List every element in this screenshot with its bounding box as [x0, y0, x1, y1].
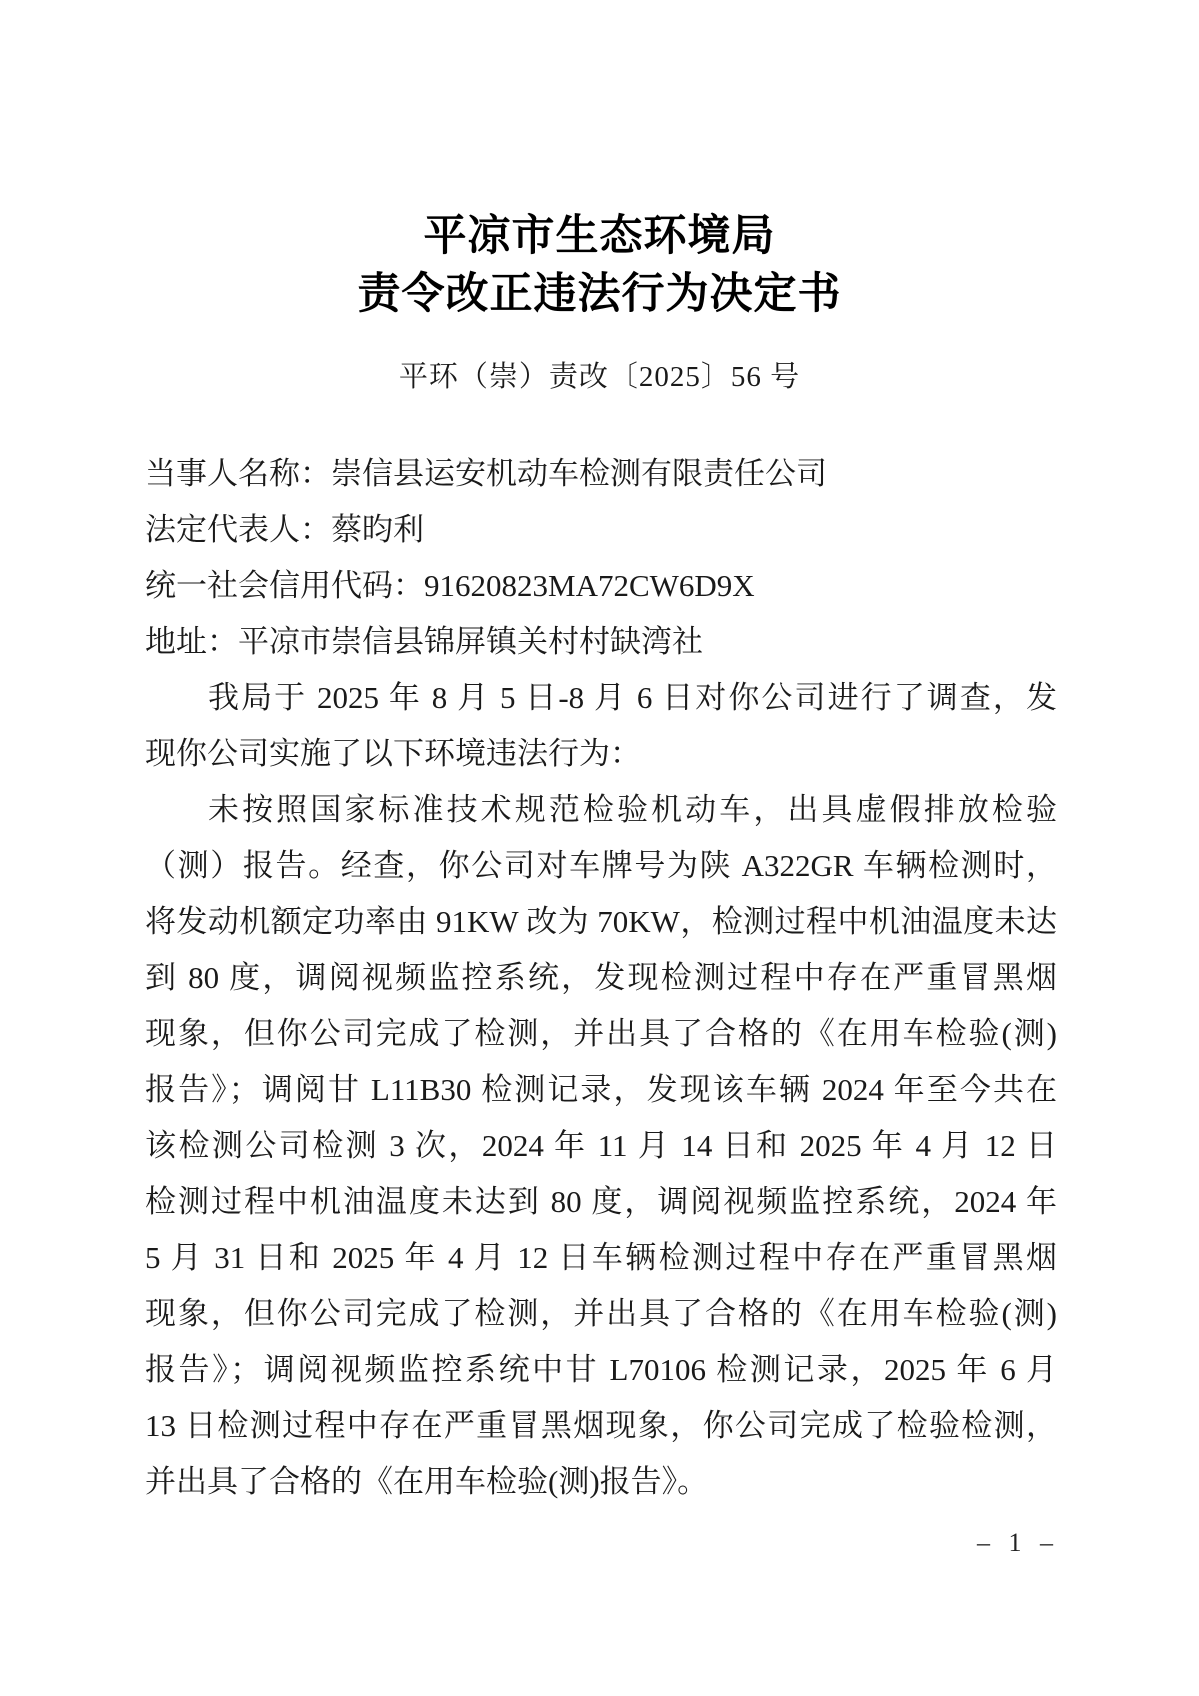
body-line: 我局于 2025 年 8 月 5 日-8 月 6 日对你公司进行了调查，发 — [208, 680, 1057, 715]
body-line: 统一社会信用代码：91620823MA72CW6D9X — [145, 568, 755, 603]
body-line: 5 月 31 日和 2025 年 4 月 12 日车辆检测过程中存在严重冒黑烟 — [145, 1240, 1057, 1275]
body-line: 地址：平凉市崇信县锦屏镇关村村缺湾社 — [145, 624, 703, 659]
body-line: 将发动机额定功率由 91KW 改为 70KW，检测过程中机油温度未达 — [145, 904, 1057, 939]
document-number: 平环（崇）责改〔2025〕56 号 — [398, 361, 801, 393]
body-line: 现你公司实施了以下环境违法行为： — [145, 736, 641, 771]
body-line: （测）报告。经查，你公司对车牌号为陕 A322GR 车辆检测时， — [145, 848, 1057, 883]
body-line: 并出具了合格的《在用车检验(测)报告》。 — [145, 1464, 709, 1499]
body-line: 法定代表人：蔡昀利 — [145, 512, 424, 547]
body-line: 13 日检测过程中存在严重冒黑烟现象，你公司完成了检验检测， — [145, 1408, 1057, 1443]
document-title-line-1: 平凉市生态环境局 — [423, 213, 776, 260]
body-line: 检测过程中机油温度未达到 80 度，调阅视频监控系统，2024 年 — [145, 1184, 1057, 1219]
body-line: 现象，但你公司完成了检测，并出具了合格的《在用车检验(测) — [145, 1296, 1057, 1331]
body-line: 当事人名称：崇信县运安机动车检测有限责任公司 — [145, 456, 827, 491]
document-header — [0, 0, 1199, 324]
body-line: 报告》；调阅甘 L11B30 检测记录，发现该车辆 2024 年至今共在 — [145, 1072, 1057, 1107]
body-line: 到 80 度，调阅视频监控系统，发现检测过程中存在严重冒黑烟 — [145, 960, 1057, 995]
body-line: 报告》；调阅视频监控系统中甘 L70106 检测记录，2025 年 6 月 — [145, 1352, 1057, 1387]
document-body — [0, 446, 1199, 1510]
body-line: 该检测公司检测 3 次，2024 年 11 月 14 日和 2025 年 4 月 12 日 — [145, 1128, 1057, 1163]
page-number: – 1 – — [977, 1528, 1059, 1557]
body-line: 未按照国家标准技术规范检验机动车，出具虚假排放检验 — [208, 792, 1057, 827]
document-title-line-2: 责令改正违法行为决定书 — [357, 271, 842, 318]
body-line: 现象，但你公司完成了检测，并出具了合格的《在用车检验(测) — [145, 1016, 1057, 1051]
